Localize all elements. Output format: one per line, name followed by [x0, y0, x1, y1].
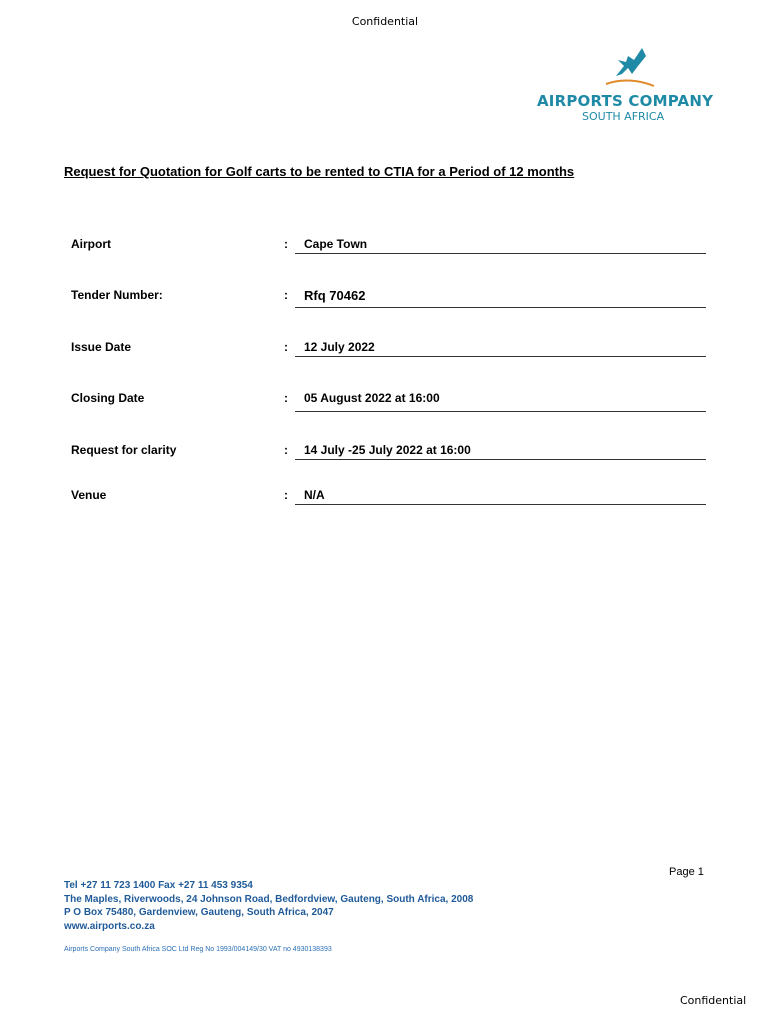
document-title: Request for Quotation for Golf carts to be rented to CTIA for a Period of 12 months: [64, 164, 575, 179]
footer-address: The Maples, Riverwoods, 24 Johnson Road, Bedfordview, Gauteng, South Africa, 2008: [64, 893, 474, 905]
field-label: Venue: [71, 488, 107, 502]
bird-logo-icon: [598, 46, 658, 90]
footer-website[interactable]: www.airports.co.za: [64, 920, 155, 932]
field-label: Tender Number:: [71, 288, 163, 302]
footer-contact: [64, 879, 473, 933]
field-value: 12 July 2022: [295, 340, 706, 357]
field-label: Airport: [71, 237, 111, 251]
logo-company-name: AIRPORTS COMPANY: [537, 92, 714, 110]
field-colon: :: [284, 443, 288, 457]
field-row-airport: [71, 237, 706, 263]
field-colon: :: [284, 488, 288, 502]
field-row-closing-date: [71, 391, 706, 417]
field-colon: :: [284, 237, 288, 251]
field-value: N/A: [295, 488, 706, 505]
footer-confidential: Confidential: [680, 994, 747, 1007]
company-logo: [530, 46, 730, 126]
footer-registration: Airports Company South Africa SOC Ltd Reg No 1993/004149/30 VAT no 4930138393: [64, 946, 332, 953]
field-value: 14 July -25 July 2022 at 16:00: [295, 443, 706, 460]
header-confidential: Confidential: [351, 15, 419, 28]
field-label: Closing Date: [71, 391, 145, 405]
footer-postal: P O Box 75480, Gardenview, Gauteng, South Africa, 2047: [64, 907, 334, 918]
field-colon: :: [284, 340, 288, 354]
field-row-request-for-clarity: [71, 443, 706, 469]
field-value: Rfq 70462: [295, 288, 706, 308]
footer-phone: Tel +27 11 723 1400 Fax +27 11 453 9354: [64, 880, 253, 891]
field-colon: :: [284, 288, 288, 302]
field-colon: :: [284, 391, 288, 405]
field-label: Issue Date: [71, 340, 132, 354]
field-row-issue-date: [71, 340, 706, 366]
field-value: 05 August 2022 at 16:00: [295, 391, 706, 412]
field-label: Request for clarity: [71, 443, 177, 457]
page-number: Page 1: [669, 866, 704, 878]
field-row-venue: [71, 488, 706, 514]
field-row-tender-number: [71, 288, 706, 314]
logo-company-subtitle: SOUTH AFRICA: [582, 110, 665, 123]
field-value: Cape Town: [295, 237, 706, 254]
